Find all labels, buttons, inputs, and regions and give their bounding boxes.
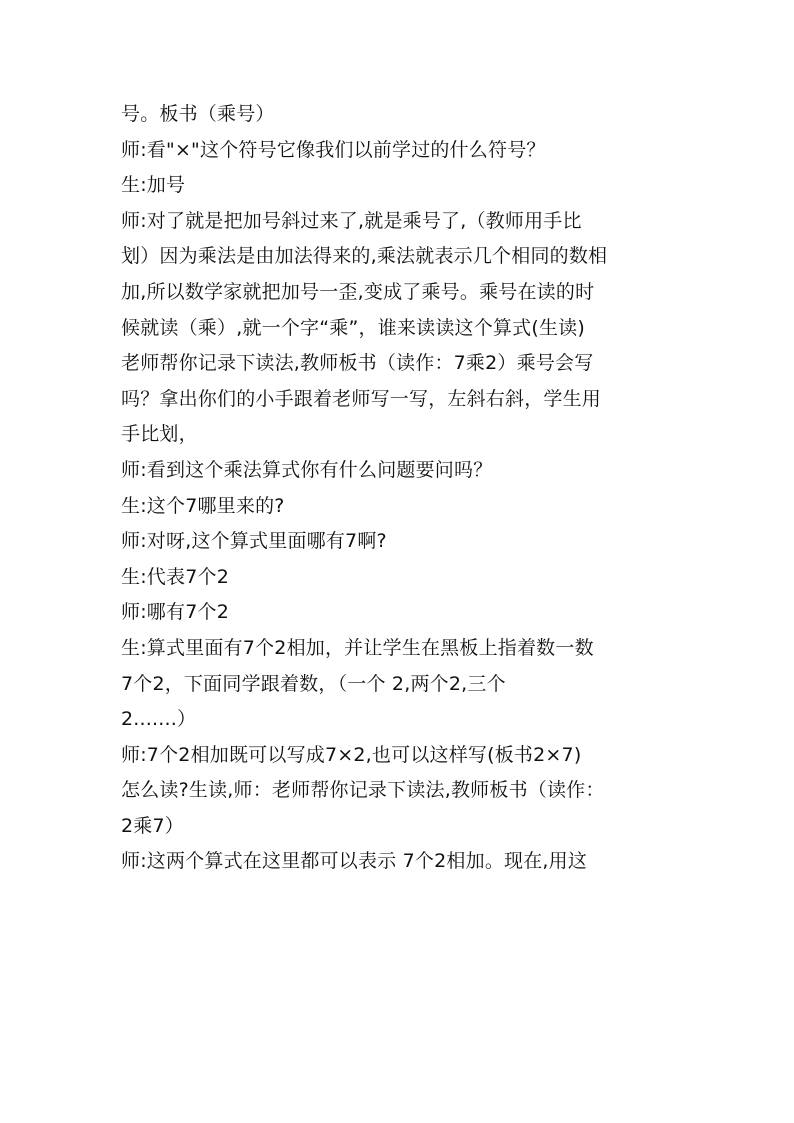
text-line: 老师帮你记录下读法,教师板书（读作：7乘2）乘号会写 xyxy=(121,352,594,375)
text-line: 生:这个7哪里来的? xyxy=(121,494,285,517)
text-line: 候就读（乘）,就一个字“乘”，谁来读读这个算式(生读) xyxy=(121,316,585,339)
text-line: 7个2，下面同学跟着数，（一个 2,两个2,三个 xyxy=(121,672,506,695)
text-line: 师:7个2相加既可以写成7×2,也可以这样写(板书2×7) xyxy=(121,743,582,766)
text-line: 师:哪有7个2 xyxy=(121,601,229,624)
text-line: 2.......） xyxy=(121,708,197,731)
text-line: 师:这两个算式在这里都可以表示 7个2相加。现在,用这 xyxy=(121,850,588,873)
text-line: 师:对呀,这个算式里面哪有7啊? xyxy=(121,530,387,553)
text-line: 号。板书（乘号） xyxy=(121,103,275,125)
lesson-transcript xyxy=(121,97,666,880)
text-line: 吗？拿出你们的小手跟着老师写一写，左斜右斜，学生用 xyxy=(121,387,602,410)
text-line: 师:看"×"这个符号它像我们以前学过的什么符号？ xyxy=(121,138,546,161)
text-line: 手比划， xyxy=(121,423,198,446)
text-line: 加,所以数学家就把加号一歪,变成了乘号。乘号在读的时 xyxy=(121,280,595,303)
text-line: 师:对了就是把加号斜过来了,就是乘号了,（教师用手比 xyxy=(121,209,582,232)
text-line: 生:代表7个2 xyxy=(121,565,229,588)
text-line: 师:看到这个乘法算式你有什么问题要问吗？ xyxy=(121,458,493,481)
text-line: 划）因为乘法是由加法得来的,乘法就表示几个相同的数相 xyxy=(121,245,608,268)
text-line: 生:算式里面有7个2相加，并让学生在黑板上指着数一数 xyxy=(121,636,594,659)
text-line: 生:加号 xyxy=(121,174,186,197)
text-line: 2乘7） xyxy=(121,814,184,837)
text-line: 怎么读?生读,师：老师帮你记录下读法,教师板书（读作： xyxy=(121,779,605,802)
